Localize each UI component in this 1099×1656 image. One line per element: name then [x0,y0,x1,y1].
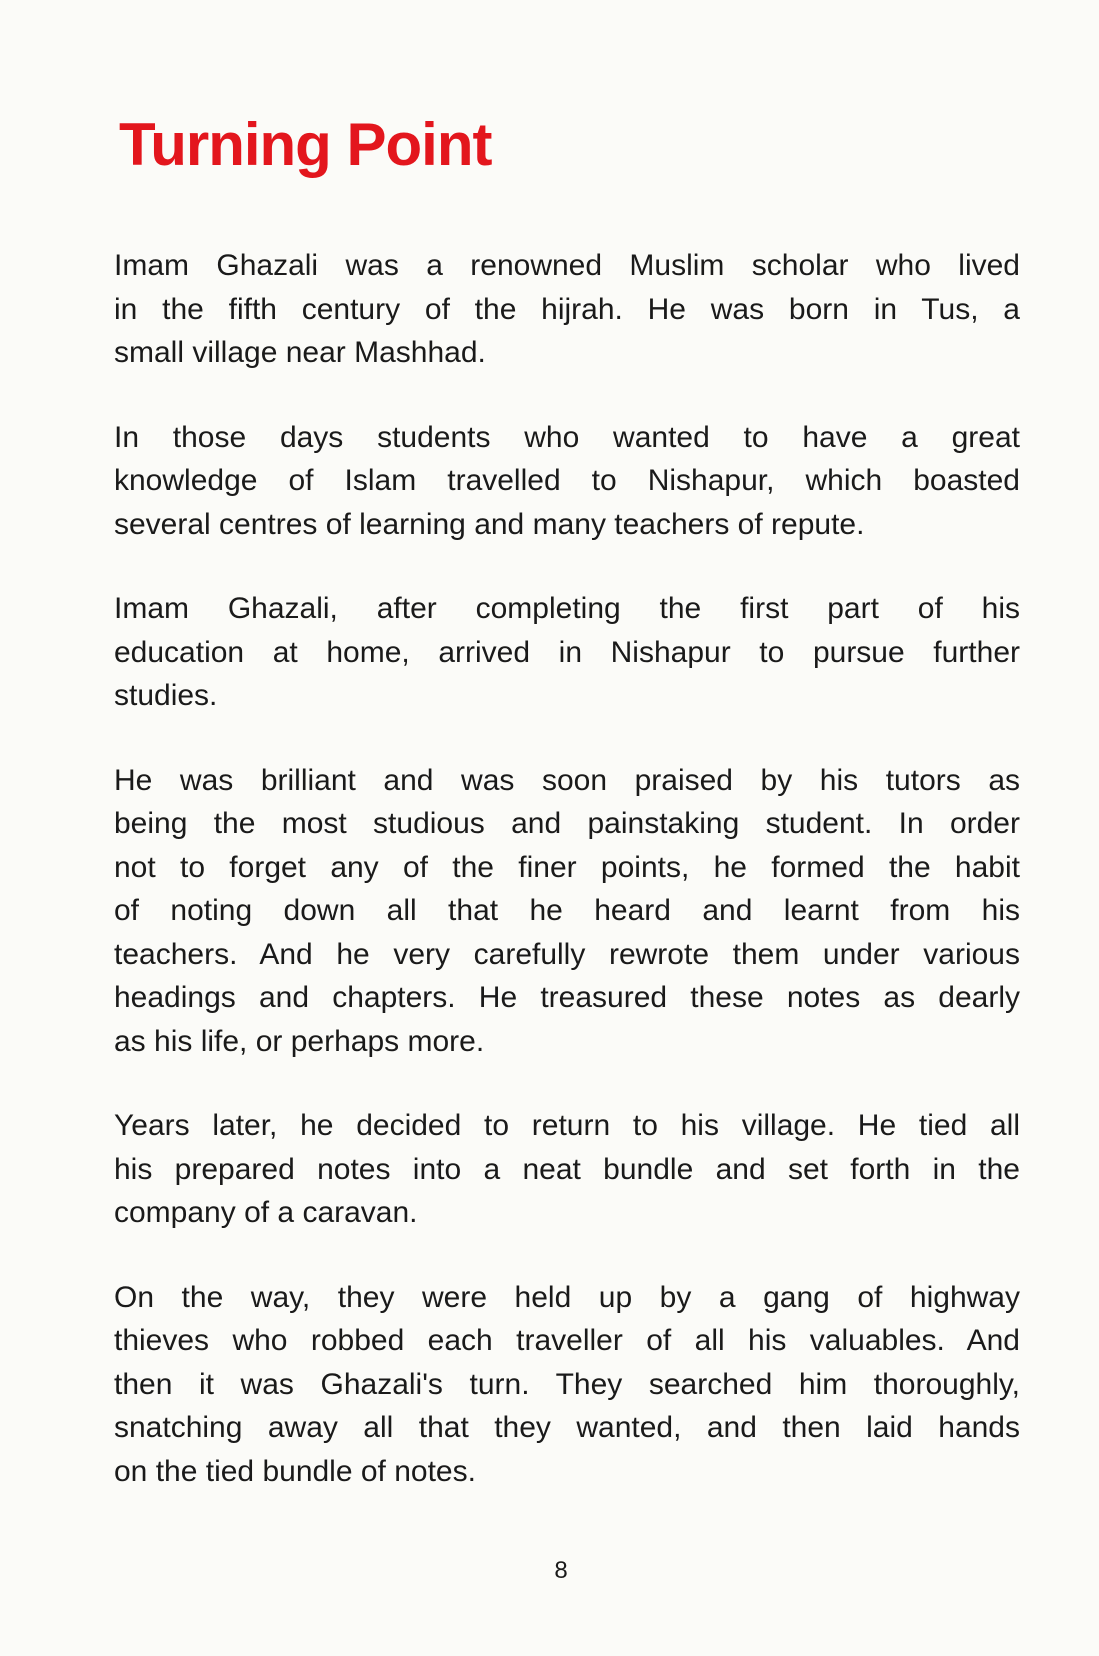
paragraph [114,759,1020,1064]
text-line: on the tied bundle of notes. [114,1454,476,1488]
text-line: his prepared notes into a neat bundle and set forth in the [114,1152,1020,1186]
text-line: small village near Mashhad. [114,336,486,369]
text-line: Imam Ghazali, after completing the first part of his [114,592,1020,625]
text-line: being the most studious and painstaking student. In order [114,807,1020,840]
page-title: Turning Point [119,111,492,178]
text-line: not to forget any of the finer points, he formed the habit [114,850,1020,884]
text-line: snatching away all that they wanted, and then laid hands [114,1411,1020,1444]
text-line: then it was Ghazali's turn. They searched him thoroughly, [114,1367,1020,1401]
page-number: 8 [554,1557,568,1584]
text-line: teachers. And he very carefully rewrote them under various [114,937,1020,971]
paragraph [114,1276,1020,1494]
paragraph [114,416,1020,547]
text-line: in the fifth century of the hijrah. He was born in Tus, a [114,292,1020,326]
body-text [114,244,1020,1534]
text-line: of noting down all that he heard and learnt from his [114,894,1020,927]
text-line: Imam Ghazali was a renowned Muslim scholar who lived [114,249,1020,282]
paragraph [114,1104,1020,1235]
text-line: as his life, or perhaps more. [114,1024,485,1058]
text-line: headings and chapters. He treasured these notes as dearly [114,981,1020,1014]
text-line: studies. [114,679,218,712]
text-line: He was brilliant and was soon praised by his tutors as [114,763,1020,797]
text-line: education at home, arrived in Nishapur to pursue further [114,635,1020,669]
text-line: Years later, he decided to return to his village. He tied all [114,1109,1020,1142]
paragraph [114,244,1020,375]
text-line: On the way, they were held up by a gang of highway [114,1280,1020,1314]
text-line: thieves who robbed each traveller of all his valuables. And [114,1324,1020,1357]
text-line: knowledge of Islam travelled to Nishapur, which boasted [114,464,1020,497]
text-line: company of a caravan. [114,1196,418,1229]
text-line: several centres of learning and many teachers of repute. [114,507,865,541]
text-line: In those days students who wanted to have a great [114,420,1020,454]
paragraph [114,587,1020,718]
